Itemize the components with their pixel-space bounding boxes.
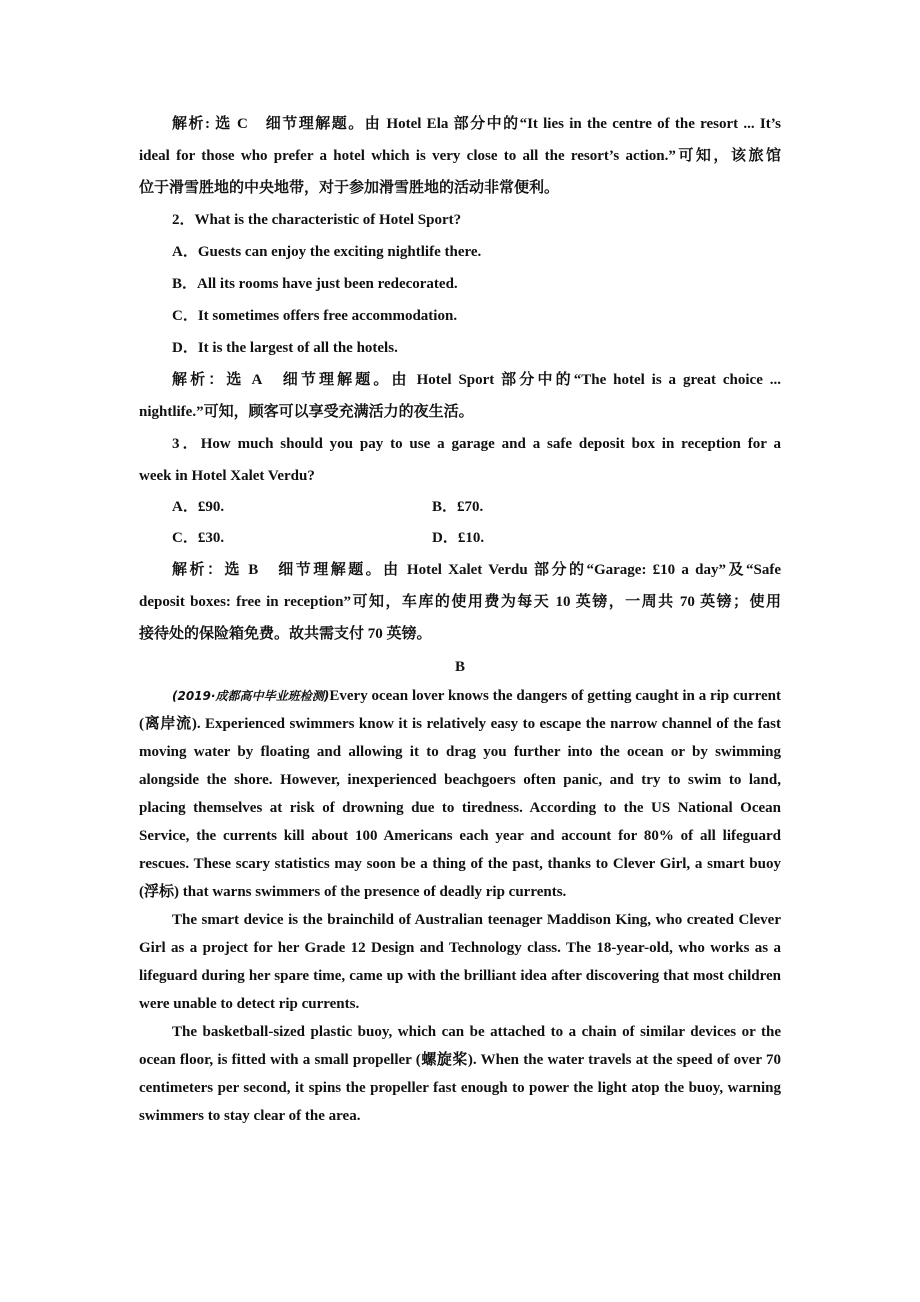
option-letter: A． (172, 244, 198, 260)
analysis-line: 位于滑雪胜地的中央地带，对于参加滑雪胜地的活动非常便利。 (139, 180, 560, 196)
document-page (139, 108, 781, 1130)
option-d (139, 332, 781, 364)
passage-paragraph: The smart device is the brainchild of Australian teenager Maddison King, who created Clever Girl as a project for her Grade 12 Design and Technology class. The 18-year-old, who works as a lifeguard during her spare time, came up with the brilliant idea after discovering that most children were unable to detect rip currents. (139, 912, 781, 1012)
option-c (139, 300, 781, 332)
question-stem: week in Hotel Xalet Verdu? (139, 468, 315, 484)
option-letter: A． (172, 499, 198, 515)
passage-paragraph: The basketball-sized plastic buoy, which can be attached to a chain of similar devices or the ocean floor, is fitted with a small propeller (螺旋桨). When the water travels at the speed of over 70 centimeters per second, it spins the propeller fast enough to power the light atop the buoy, warning swimmers to stay clear of the area. (139, 1024, 781, 1124)
option-text: It is the largest of all the hotels. (197, 340, 398, 356)
paragraph-text: Every ocean lover knows the dangers of getting caught in a rip current (离岸流). Experienced swimmers know it is relatively easy to escape the narrow channel of the fast moving water by floating and allowing it to drag you further into the ocean or by swimming alongside the shore. However, inexperienced beachgoers often panic, and try to swim to land, placing themselves at risk of drowning due to tiredness. According to the US National Ocean Service, the currents kill about 100 Americans each year and account for 80% of all lifeguard rescues. These scary statistics may soon be a thing of the past, thanks to Clever Girl, a smart buoy (浮标) that warns swimmers of the presence of deadly rip currents. (139, 688, 781, 900)
question-stem: What is the characteristic of Hotel Sport? (194, 212, 462, 228)
analysis-line: ideal for those who prefer a hotel which is very close to all the resort’s action.”可知，该旅馆 (139, 148, 781, 164)
question-stem: 3．How much should you pay to use a garage and a safe deposit box in reception for a (172, 436, 781, 452)
option-text: £10. (457, 530, 485, 546)
analysis-line: deposit boxes: free in reception”可知，车库的使用费为每天 10 英镑，一周共 70 英镑；使用 (139, 594, 781, 610)
option-b (432, 492, 692, 523)
option-a (172, 492, 432, 523)
option-letter: D． (432, 530, 458, 546)
analysis-line: 解析：选 B 细节理解题。由 Hotel Xalet Verdu 部分的“Garage: £10 a day”及“Safe (172, 562, 781, 578)
option-text: £30. (197, 530, 225, 546)
question-2 (139, 204, 781, 428)
section-b (139, 652, 781, 1130)
analysis-line: nightlife.”可知，顾客可以享受充满活力的夜生活。 (139, 404, 474, 420)
option-letter: C． (172, 308, 198, 324)
option-text: All its rooms have just been redecorated. (197, 276, 458, 292)
section-title: B (454, 659, 465, 675)
option-letter: C． (172, 530, 198, 546)
option-letter: B． (172, 276, 198, 292)
analysis-line: 解析：选 A 细节理解题。由 Hotel Sport 部分中的“The hotel is a great choice ... (172, 372, 781, 388)
option-a (139, 236, 781, 268)
analysis-line: 解析: 选 C 细节理解题。由 Hotel Ela 部分中的“It lies in the centre of the resort ... It’s (172, 116, 781, 132)
option-letter: D． (172, 340, 198, 356)
question-text (139, 204, 781, 236)
question-number: 2． (172, 212, 195, 228)
option-b (139, 268, 781, 300)
option-text: Guests can enjoy the exciting nightlife there. (197, 244, 482, 260)
option-letter: B． (432, 499, 458, 515)
option-text: It sometimes offers free accommodation. (197, 308, 458, 324)
source-citation: (2019·成都高中毕业班检测) (172, 689, 330, 703)
option-row (139, 523, 781, 554)
passage-paragraph (139, 682, 781, 906)
option-d (432, 523, 692, 554)
option-text: £90. (197, 499, 225, 515)
q1-analysis (139, 108, 781, 204)
option-c (172, 523, 432, 554)
option-row (139, 492, 781, 523)
analysis-line: 接待处的保险箱免费。故共需支付 70 英镑。 (139, 626, 432, 642)
question-3 (139, 428, 781, 650)
option-text: £70. (457, 499, 484, 515)
